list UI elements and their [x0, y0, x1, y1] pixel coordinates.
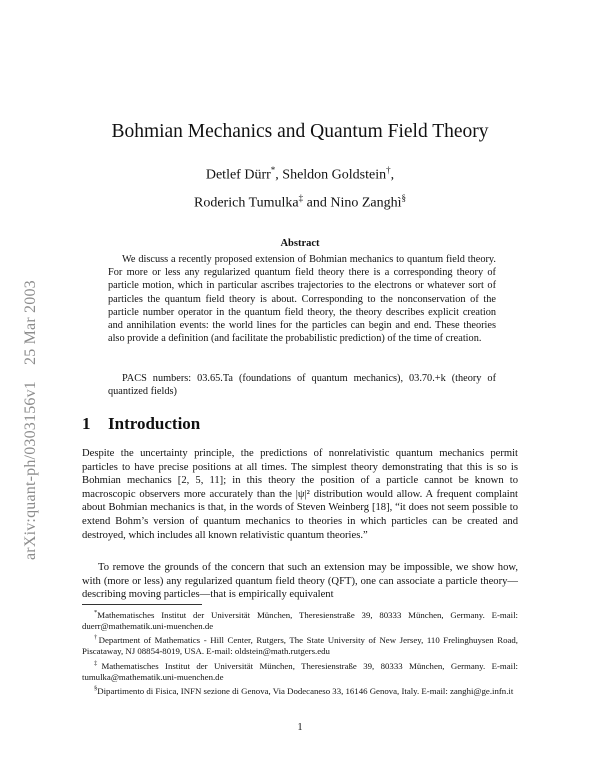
body-paragraph: To remove the grounds of the concern that such an extension may be impossible, we show how, with (more or less) any regularized quantum field theory (QFT), one can associate a particle theory—describing moving particles—that is empirically equivalent: [82, 562, 518, 601]
footnote-mark: §: [94, 684, 98, 692]
author-mark: §: [401, 192, 406, 203]
page-number: 1: [297, 722, 303, 733]
author-name: Roderich Tumulka: [194, 195, 299, 211]
author-list: [0, 159, 600, 214]
footnote-text: Mathematisches Institut der Universität München, Theresienstraße 39, 80333 München, Germany. E-mail: tumulka@mathematik.uni-muenchen.de: [82, 660, 518, 682]
paper-title: Bohmian Mechanics and Quantum Field Theory: [111, 121, 489, 142]
author-name: Nino Zanghì: [330, 195, 402, 211]
footnote-text: Dipartimento di Fisica, INFN sezione di Genova, Via Dodecaneso 33, 16146 Genova, Italy. E-mail: zanghi@ge.infn.it: [97, 685, 514, 696]
footnote: [82, 632, 518, 657]
footnote-mark: *: [94, 609, 98, 616]
section-heading: [82, 414, 200, 434]
footnote-rule: [82, 604, 202, 605]
author-name: Sheldon Goldstein: [282, 167, 387, 183]
author-separator: and: [303, 195, 331, 211]
pacs-numbers: PACS numbers: 03.65.Ta (foundations of quantum mechanics), 03.70.+k (theory of quantized fields): [108, 373, 496, 398]
abstract-heading: Abstract: [280, 238, 320, 249]
body-paragraph: Despite the uncertainty principle, the predictions of nonrelativistic quantum mechanics permit particles to have precise positions at all times. The simplest theory demonstrating that this is so is Bohmian mechanics [2, 5, 11]; in this theory the position of a particle cannot be known to macroscopic observers more accurately than the |ψ|² distribution would allow. A frequent complaint about Bohmian mechanics is that, in the words of Steven Weinberg [18], “it does not seem possible to extend Bohm’s version of quantum mechanics to theories in which particles can be created and destroyed, which includes all known relativistic quantum theories.”: [82, 448, 518, 541]
footnote: [82, 658, 518, 683]
footnote: [82, 683, 518, 697]
author-mark: *: [270, 165, 276, 175]
section-number: 1: [82, 414, 91, 433]
arxiv-date: 25 Mar 2003: [22, 280, 39, 365]
author-mark: ‡: [298, 192, 304, 203]
arxiv-stamp: [22, 280, 40, 560]
footnote: [82, 607, 518, 632]
author-line-2: [0, 187, 600, 215]
footnote-text: Department of Mathematics - Hill Center, Rutgers, The State University of New Jersey, 110 Frelinghuysen Road, Piscataway, NJ 08854-8019, USA. E-mail: oldstein@math.rutgers.edu: [82, 635, 518, 657]
arxiv-id: arXiv:quant-ph/0303156v1: [22, 381, 39, 560]
author-mark: †: [386, 165, 391, 175]
footnote-mark: ‡: [94, 659, 102, 667]
footnote-text: Mathematisches Institut der Universität München, Theresienstraße 39, 80333 München, Germany. E-mail: duerr@mathematik.uni-muenchen.de: [82, 609, 518, 632]
author-separator: ,: [390, 167, 395, 183]
author-name: Detlef Dürr: [205, 167, 271, 183]
author-line-1: [0, 159, 600, 187]
section-title: Introduction: [108, 414, 201, 433]
abstract-text: We discuss a recently proposed extension of Bohmian mechanics to quantum field theory. For more or less any regularized quantum field theory there is a corresponding theory of particle motion, which in particular ascribes trajectories to the electrons or whatever sort of particles the quantum field theory is about. Corresponding to the nonconservation of the particle number operator in the quantum field theory, the theory describes explicit creation and annihilation events: the world lines for the particles can begin and end. These theories also provide a definition (and facilitate the probabilistic prediction) of the time of creation.: [108, 254, 496, 345]
footnotes: [82, 607, 518, 697]
author-separator: ,: [275, 167, 283, 183]
footnote-mark: †: [94, 634, 99, 642]
